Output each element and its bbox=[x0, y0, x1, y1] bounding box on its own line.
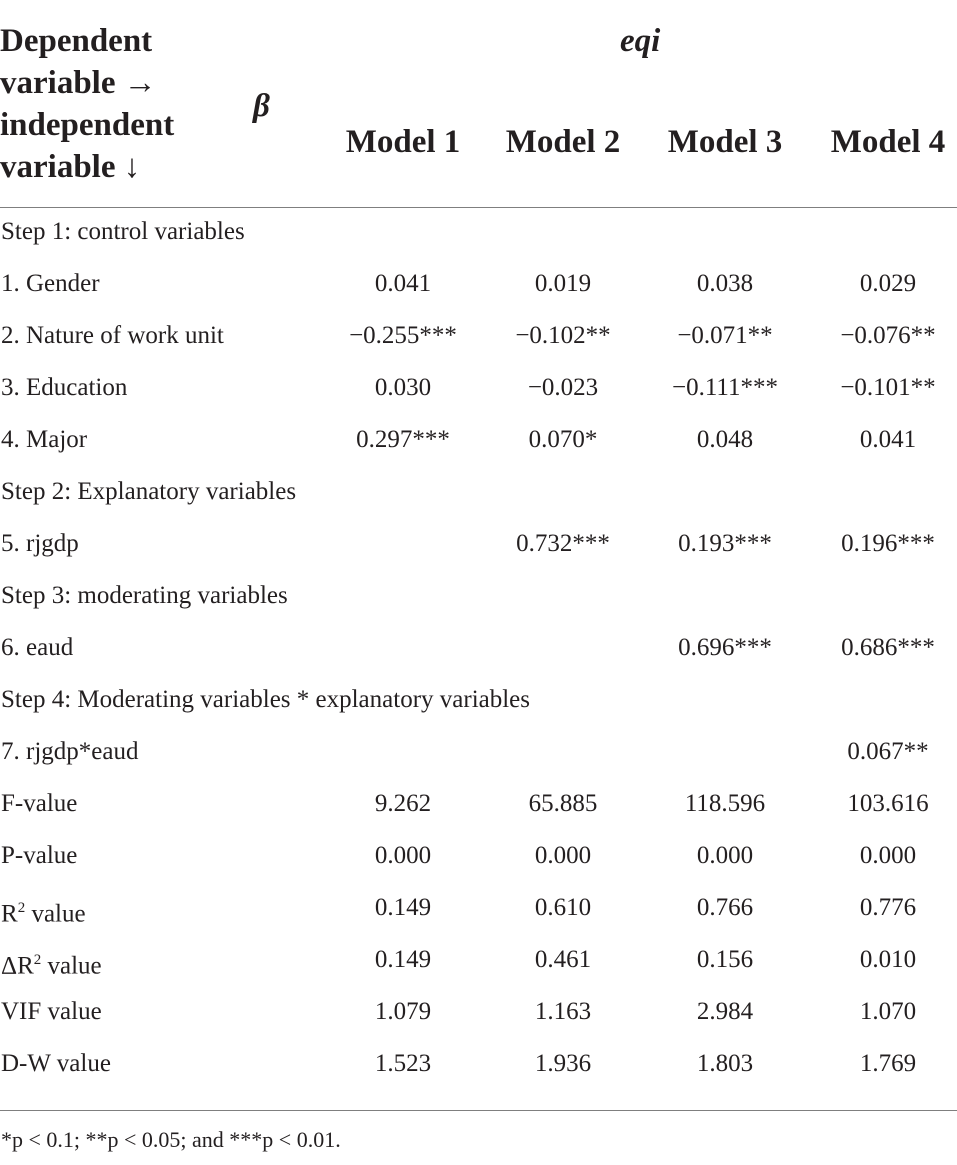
cell-model-2: 1.163 bbox=[534, 998, 592, 1025]
row-label: 1. Gender bbox=[1, 270, 100, 297]
row-label: Step 2: Explanatory variables bbox=[1, 478, 297, 505]
cell-model-3: 0.048 bbox=[696, 426, 754, 453]
table-row bbox=[0, 362, 957, 414]
row-label: P-value bbox=[1, 842, 78, 869]
cell-model-3: 0.156 bbox=[696, 946, 754, 973]
cell-model-1: 0.000 bbox=[374, 842, 432, 869]
cell-model-2: 65.885 bbox=[528, 790, 598, 817]
row-label: VIF value bbox=[1, 998, 102, 1025]
table-row bbox=[0, 778, 957, 830]
cell-model-3: 2.984 bbox=[696, 998, 754, 1025]
row-label: D-W value bbox=[1, 1050, 111, 1077]
cell-model-2: 0.461 bbox=[534, 946, 592, 973]
cell-model-4: 0.041 bbox=[859, 426, 917, 453]
cell-model-1: 1.079 bbox=[374, 998, 432, 1025]
table-row bbox=[0, 518, 957, 570]
cell-model-4: 0.029 bbox=[859, 270, 917, 297]
cell-model-1: 0.041 bbox=[374, 270, 432, 297]
cell-model-1: 1.523 bbox=[374, 1050, 432, 1077]
cell-model-4: 0.010 bbox=[859, 946, 917, 973]
cell-model-2: −0.102** bbox=[515, 322, 611, 349]
cell-model-2: 1.936 bbox=[534, 1050, 592, 1077]
cell-model-1: −0.255*** bbox=[349, 322, 457, 349]
cell-model-1: 0.297*** bbox=[356, 426, 450, 453]
cell-model-3: 0.038 bbox=[696, 270, 754, 297]
table-row bbox=[0, 1038, 957, 1090]
cell-model-3: 0.696*** bbox=[678, 634, 772, 661]
cell-model-2: 0.610 bbox=[534, 894, 592, 921]
cell-model-3: 0.766 bbox=[696, 894, 754, 921]
row-label: 6. eaud bbox=[1, 634, 74, 661]
table-row bbox=[0, 570, 957, 622]
cell-model-2: 0.732*** bbox=[516, 530, 610, 557]
cell-model-4: 103.616 bbox=[847, 790, 929, 817]
cell-model-3: −0.071** bbox=[677, 322, 773, 349]
cell-model-1: 0.149 bbox=[374, 946, 432, 973]
table-row bbox=[0, 934, 957, 986]
table-row bbox=[0, 986, 957, 1038]
cell-model-2: 0.019 bbox=[534, 270, 592, 297]
cell-model-4: 0.000 bbox=[859, 842, 917, 869]
cell-model-4: −0.101** bbox=[840, 374, 936, 401]
row-label: 7. rjgdp*eaud bbox=[1, 738, 139, 765]
cell-model-4: 0.776 bbox=[859, 894, 917, 921]
significance-footnote: *p < 0.1; **p < 0.05; and ***p < 0.01. bbox=[1, 1127, 341, 1152]
eqi-group-header: eqi bbox=[620, 23, 661, 59]
table-row bbox=[0, 882, 957, 934]
table-row bbox=[0, 206, 957, 258]
row-label: $\Delta R^2$ value bbox=[1, 952, 102, 980]
cell-model-3: 118.596 bbox=[684, 790, 766, 817]
cell-model-1: 0.149 bbox=[374, 894, 432, 921]
cell-model-3: −0.111*** bbox=[672, 374, 778, 401]
cell-model-4: 1.769 bbox=[859, 1050, 917, 1077]
cell-model-2: 0.070* bbox=[528, 426, 598, 453]
table-row bbox=[0, 622, 957, 674]
cell-model-3: 1.803 bbox=[696, 1050, 754, 1077]
model-1-header: Model 1 bbox=[345, 124, 461, 160]
cell-model-4: 0.067** bbox=[847, 738, 929, 765]
dependent-variable-header: Dependent variable → independent variable ↓ bbox=[0, 23, 175, 185]
cell-model-4: 0.196*** bbox=[841, 530, 935, 557]
row-label: 5. rjgdp bbox=[1, 530, 79, 557]
row-label: 3. Education bbox=[1, 374, 128, 401]
table-row bbox=[0, 726, 957, 778]
cell-model-3: 0.193*** bbox=[678, 530, 772, 557]
cell-model-3: 0.000 bbox=[696, 842, 754, 869]
row-label: 2. Nature of work unit bbox=[1, 322, 224, 349]
table-row bbox=[0, 414, 957, 466]
row-label: Step 1: control variables bbox=[1, 218, 245, 245]
table-row bbox=[0, 466, 957, 518]
model-2-header: Model 2 bbox=[505, 124, 621, 160]
cell-model-1: 9.262 bbox=[374, 790, 432, 817]
model-4-header: Model 4 bbox=[830, 124, 946, 160]
cell-model-4: 0.686*** bbox=[841, 634, 935, 661]
table-row bbox=[0, 258, 957, 310]
cell-model-4: 1.070 bbox=[859, 998, 917, 1025]
row-label: 4. Major bbox=[1, 426, 88, 453]
row-label: Step 4: Moderating variables * explanatory variables bbox=[1, 686, 531, 713]
row-label: Step 3: moderating variables bbox=[1, 582, 288, 609]
table-row bbox=[0, 830, 957, 882]
cell-model-1: 0.030 bbox=[374, 374, 432, 401]
row-label: F-value bbox=[1, 790, 78, 817]
table-row bbox=[0, 310, 957, 362]
footer-divider bbox=[0, 1110, 957, 1111]
table-row bbox=[0, 674, 957, 726]
cell-model-2: 0.000 bbox=[534, 842, 592, 869]
model-3-header: Model 3 bbox=[667, 124, 783, 160]
cell-model-4: −0.076** bbox=[840, 322, 936, 349]
beta-header: β bbox=[253, 88, 270, 124]
row-label: $R^2$ value bbox=[1, 900, 86, 928]
cell-model-2: −0.023 bbox=[527, 374, 599, 401]
